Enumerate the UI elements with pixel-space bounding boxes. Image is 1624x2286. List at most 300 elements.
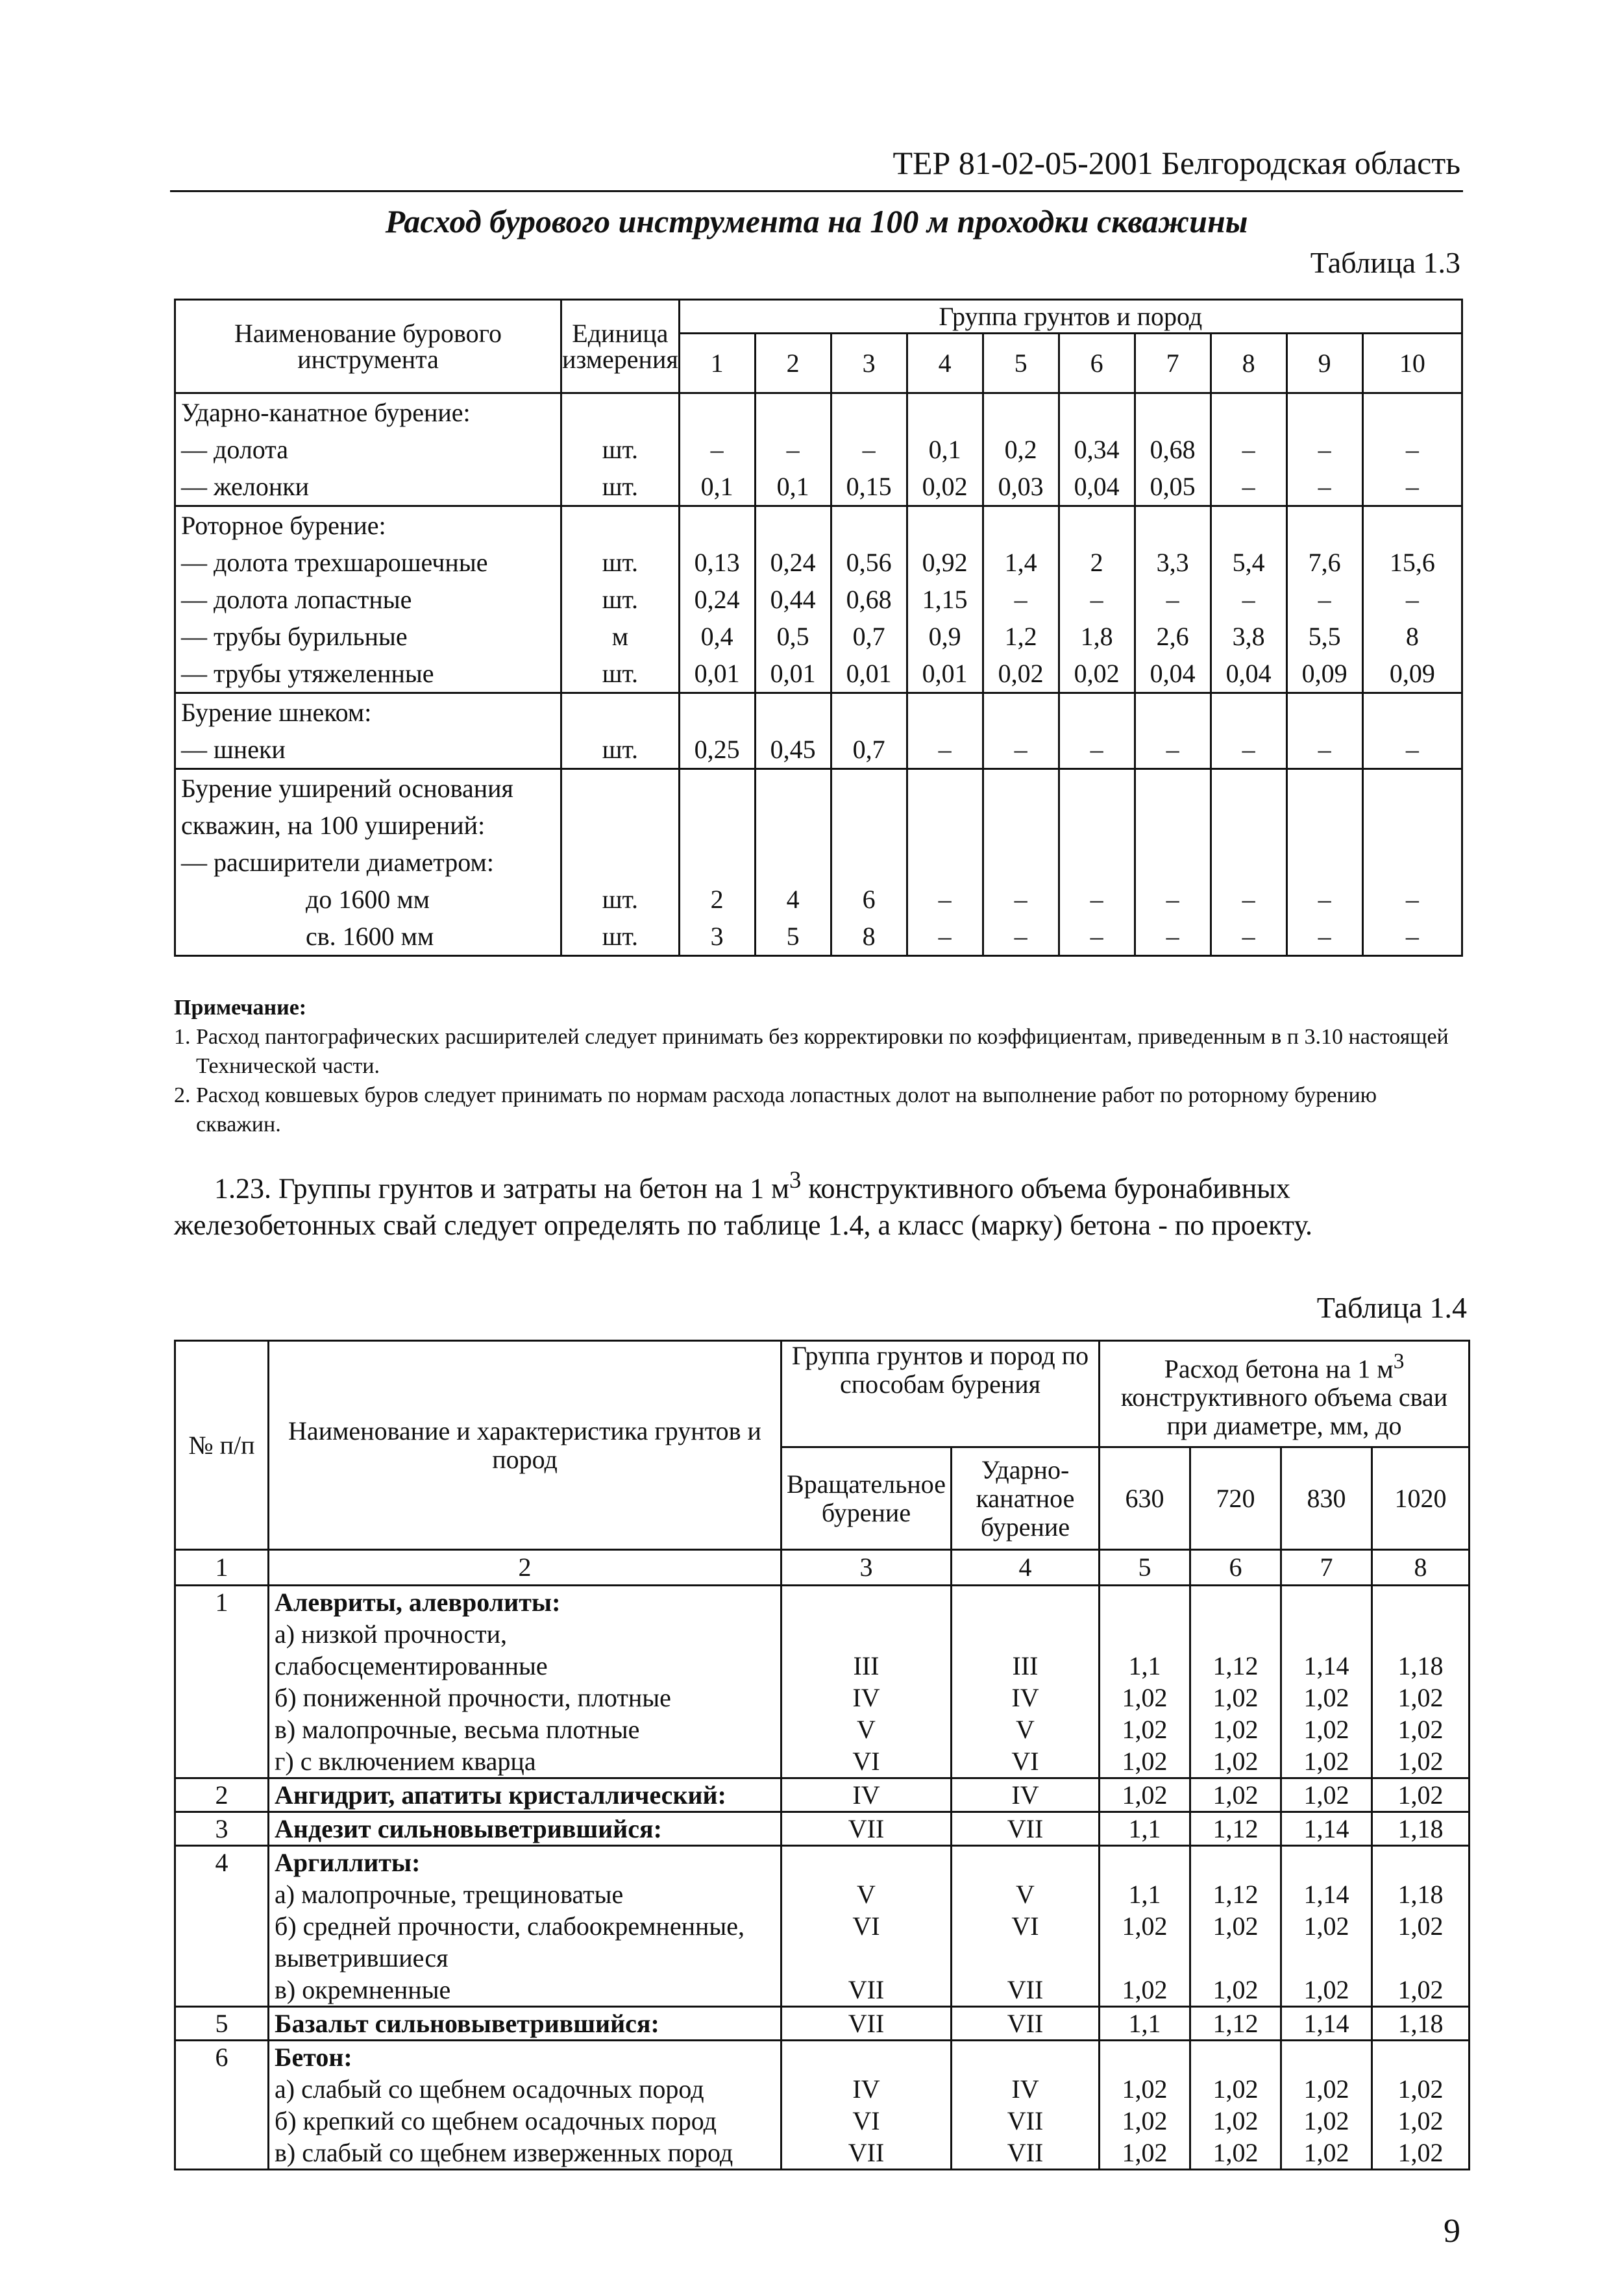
consumption-value (1100, 1618, 1190, 1650)
percussion-group (952, 1618, 1100, 1650)
soil-name: в) слабый со щебнем изверженных пород (269, 2137, 781, 2170)
table-row (175, 506, 1462, 545)
cubic-superscript: 3 (789, 1166, 802, 1193)
value-cell (755, 769, 831, 807)
value-cell: 2 (679, 881, 755, 918)
consumption-value: 1,02 (1100, 2073, 1190, 2105)
value-cell (679, 506, 755, 545)
value-cell (831, 769, 907, 807)
header-group-number: 8 (1211, 334, 1286, 393)
value-cell (831, 393, 907, 432)
rotary-group (781, 1618, 952, 1650)
value-cell (679, 393, 755, 432)
percussion-group: VII (952, 1974, 1100, 2007)
value-cell: 0,04 (1211, 655, 1286, 693)
value-cell: 0,04 (1135, 655, 1211, 693)
notes-block (174, 993, 1466, 1139)
value-cell (983, 506, 1059, 545)
table-row (175, 2007, 1470, 2041)
value-cell: 0,01 (679, 655, 755, 693)
header-group-by-method: Группа грунтов и пород по способам бурения (781, 1341, 1100, 1447)
unit-cell (561, 393, 680, 432)
notes-title: Примечание: (174, 996, 307, 1020)
unit-cell (561, 769, 680, 807)
value-cell (1362, 393, 1462, 432)
value-cell (1135, 844, 1211, 881)
value-cell: – (907, 918, 983, 956)
rotary-group: V (781, 1878, 952, 1910)
consumption-value: 1,02 (1281, 1682, 1372, 1714)
value-cell (907, 693, 983, 731)
value-cell (755, 844, 831, 881)
value-cell: 0,44 (755, 581, 831, 618)
value-cell: 8 (831, 918, 907, 956)
percussion-group: V (952, 1714, 1100, 1745)
row-number (175, 2073, 269, 2105)
consumption-value: 1,02 (1190, 2073, 1281, 2105)
value-cell: – (1059, 731, 1135, 769)
tool-name: — долота лопастные (175, 581, 561, 618)
consumption-value: 1,1 (1100, 1812, 1190, 1846)
value-cell (1059, 693, 1135, 731)
percussion-group: VII (952, 2137, 1100, 2170)
value-cell (1059, 393, 1135, 432)
value-cell (1286, 393, 1362, 432)
consumption-value: 1,02 (1372, 2073, 1470, 2105)
value-cell: – (983, 918, 1059, 956)
header-diameter: 830 (1281, 1447, 1372, 1550)
tool-name: — расширители диаметром: (175, 844, 561, 881)
value-cell (1059, 807, 1135, 844)
rotary-group: VI (781, 1745, 952, 1778)
table-row (175, 544, 1462, 581)
table-row (175, 468, 1462, 506)
consumption-value: 1,02 (1281, 1910, 1372, 1942)
consumption-value: 1,12 (1190, 1812, 1281, 1846)
header-group-number: 10 (1362, 334, 1462, 393)
value-cell: 0,1 (907, 431, 983, 468)
header-diameter: 630 (1100, 1447, 1190, 1550)
header-text: Расход бетона на 1 м (1164, 1354, 1394, 1384)
table-row (175, 393, 1462, 432)
value-cell: – (1211, 581, 1286, 618)
soil-name: Ангидрит, апатиты кристаллический: (269, 1778, 781, 1812)
consumption-value: 1,1 (1100, 1878, 1190, 1910)
value-cell (679, 693, 755, 731)
value-cell: – (1135, 918, 1211, 956)
value-cell: – (831, 431, 907, 468)
soil-name: слабосцементированные (269, 1650, 781, 1682)
value-cell: – (1059, 918, 1135, 956)
value-cell: – (1286, 431, 1362, 468)
consumption-value (1281, 2041, 1372, 2074)
table-row (175, 918, 1462, 956)
value-cell: – (1286, 918, 1362, 956)
value-cell: 7,6 (1286, 544, 1362, 581)
row-number (175, 2137, 269, 2170)
value-cell: 5,4 (1211, 544, 1286, 581)
unit-cell: шт. (561, 431, 680, 468)
paragraph-text: конструктивного объема буронабивных (801, 1172, 1290, 1205)
consumption-value (1190, 1618, 1281, 1650)
table-row (175, 844, 1462, 881)
percussion-group: VII (952, 2105, 1100, 2137)
consumption-value (1190, 1846, 1281, 1879)
row-number (175, 1682, 269, 1714)
header-group-number: 5 (983, 334, 1059, 393)
value-cell (1286, 844, 1362, 881)
value-cell (831, 807, 907, 844)
soil-name: б) пониженной прочности, плотные (269, 1682, 781, 1714)
soil-name: в) окремненные (269, 1974, 781, 2007)
value-cell: – (1059, 581, 1135, 618)
value-cell: – (755, 431, 831, 468)
consumption-value: 1,02 (1190, 1974, 1281, 2007)
value-cell: – (1286, 581, 1362, 618)
value-cell (983, 807, 1059, 844)
concrete-consumption-table (174, 1340, 1470, 2170)
consumption-value: 1,14 (1281, 1812, 1372, 1846)
value-cell: 0,2 (983, 431, 1059, 468)
header-group-number: 2 (755, 334, 831, 393)
value-cell (831, 506, 907, 545)
consumption-value: 1,02 (1190, 1745, 1281, 1778)
header-tool-name: Наименование бурового инструмента (175, 300, 561, 393)
value-cell: 0,7 (831, 731, 907, 769)
rotary-group: VII (781, 2007, 952, 2041)
value-cell: 0,13 (679, 544, 755, 581)
row-number (175, 1878, 269, 1910)
percussion-group: VII (952, 2007, 1100, 2041)
rotary-group: VII (781, 1812, 952, 1846)
consumption-value: 1,1 (1100, 1650, 1190, 1682)
value-cell: 0,68 (831, 581, 907, 618)
value-cell: – (679, 431, 755, 468)
tool-name: до 1600 мм (175, 881, 561, 918)
row-number (175, 2105, 269, 2137)
table-row (175, 1745, 1470, 1778)
value-cell: 0,09 (1286, 655, 1362, 693)
consumption-value (1281, 1846, 1372, 1879)
tool-name: — долота трехшарошечные (175, 544, 561, 581)
document-header: ТЕР 81-02-05-2001 Белгородская область (892, 145, 1460, 181)
header-group-number: 7 (1135, 334, 1211, 393)
value-cell (1211, 769, 1286, 807)
consumption-value: 1,02 (1281, 2105, 1372, 2137)
value-cell (1135, 693, 1211, 731)
unit-cell: шт. (561, 581, 680, 618)
consumption-value: 1,02 (1100, 1910, 1190, 1942)
value-cell (1286, 807, 1362, 844)
column-number: 5 (1100, 1550, 1190, 1586)
percussion-group: IV (952, 1682, 1100, 1714)
paragraph-text: железобетонных свай следует определять по таблице 1.4, а класс (марку) бетона - по проекту. (174, 1209, 1313, 1241)
value-cell: – (983, 731, 1059, 769)
tool-name: скважин, на 100 уширений: (175, 807, 561, 844)
value-cell: 0,01 (907, 655, 983, 693)
table-row (175, 1878, 1470, 1910)
consumption-value (1372, 1942, 1470, 1974)
value-cell: – (983, 581, 1059, 618)
unit-cell: шт. (561, 655, 680, 693)
row-number: 5 (175, 2007, 269, 2041)
tool-name: Роторное бурение: (175, 506, 561, 545)
value-cell: 5 (755, 918, 831, 956)
table-14-label: Таблица 1.4 (1316, 1291, 1467, 1324)
tool-name: — трубы утяжеленные (175, 655, 561, 693)
rotary-group (781, 1942, 952, 1974)
table-row (175, 1618, 1470, 1650)
soil-name: Бетон: (269, 2041, 781, 2074)
cubic-superscript: 3 (1393, 1349, 1405, 1373)
value-cell: 0,45 (755, 731, 831, 769)
row-number (175, 1650, 269, 1682)
column-number: 3 (781, 1550, 952, 1586)
value-cell: 0,02 (907, 468, 983, 506)
consumption-value (1372, 1586, 1470, 1619)
rotary-group: III (781, 1650, 952, 1682)
consumption-value: 1,02 (1100, 2137, 1190, 2170)
consumption-value (1372, 2041, 1470, 2074)
value-cell: 2 (1059, 544, 1135, 581)
rotary-group: VII (781, 2137, 952, 2170)
percussion-group (952, 1942, 1100, 1974)
consumption-value: 1,02 (1100, 1714, 1190, 1745)
consumption-value: 1,18 (1372, 1812, 1470, 1846)
unit-cell (561, 506, 680, 545)
table-row (175, 2137, 1470, 2170)
header-group-number: 3 (831, 334, 907, 393)
header-concrete-consumption (1100, 1341, 1470, 1447)
value-cell (907, 393, 983, 432)
rotary-group (781, 1846, 952, 1879)
rotary-group (781, 2041, 952, 2074)
value-cell (1135, 807, 1211, 844)
unit-cell: шт. (561, 468, 680, 506)
soil-name: б) средней прочности, слабоокремненные, (269, 1910, 781, 1942)
value-cell: – (1135, 731, 1211, 769)
table-row (175, 2041, 1470, 2074)
row-number: 6 (175, 2041, 269, 2074)
consumption-value: 1,02 (1372, 1745, 1470, 1778)
value-cell (1362, 844, 1462, 881)
consumption-value: 1,02 (1372, 2105, 1470, 2137)
consumption-value: 1,02 (1281, 1778, 1372, 1812)
header-group-number: 9 (1286, 334, 1362, 393)
consumption-value: 1,02 (1100, 1974, 1190, 2007)
consumption-value: 1,02 (1190, 1682, 1281, 1714)
consumption-value (1190, 2041, 1281, 2074)
value-cell (1059, 844, 1135, 881)
value-cell: 5,5 (1286, 618, 1362, 655)
table-row (175, 2073, 1470, 2105)
table-row (175, 1714, 1470, 1745)
value-cell (1059, 769, 1135, 807)
consumption-value: 1,14 (1281, 1878, 1372, 1910)
table-row (175, 618, 1462, 655)
header-soil-group: Группа грунтов и пород (679, 300, 1462, 334)
value-cell: 0,5 (755, 618, 831, 655)
value-cell: 3,3 (1135, 544, 1211, 581)
value-cell: – (1135, 581, 1211, 618)
value-cell: – (1211, 431, 1286, 468)
value-cell: 0,9 (907, 618, 983, 655)
value-cell: 1,2 (983, 618, 1059, 655)
soil-name: выветрившиеся (269, 1942, 781, 1974)
percussion-group: III (952, 1650, 1100, 1682)
row-number (175, 1974, 269, 2007)
rotary-group: IV (781, 1778, 952, 1812)
soil-name: г) с включением кварца (269, 1745, 781, 1778)
consumption-value: 1,14 (1281, 1650, 1372, 1682)
table-row (175, 1650, 1470, 1682)
consumption-value (1100, 2041, 1190, 2074)
consumption-value (1372, 1846, 1470, 1879)
consumption-value: 1,12 (1190, 2007, 1281, 2041)
value-cell: – (1211, 468, 1286, 506)
table-row (175, 731, 1462, 769)
header-text: конструктивного объема сваи при диаметре, мм, до (1120, 1383, 1448, 1441)
consumption-value (1281, 1618, 1372, 1650)
consumption-value: 1,18 (1372, 1878, 1470, 1910)
consumption-value: 1,02 (1372, 1714, 1470, 1745)
header-percussion-drilling: Ударно-канатное бурение (952, 1447, 1100, 1550)
rotary-group: IV (781, 2073, 952, 2105)
value-cell (1211, 807, 1286, 844)
value-cell: 1,15 (907, 581, 983, 618)
value-cell (1211, 844, 1286, 881)
value-cell (831, 693, 907, 731)
consumption-value (1281, 1586, 1372, 1619)
table-row (175, 693, 1462, 731)
row-number: 4 (175, 1846, 269, 1879)
table-13-label: Таблица 1.3 (1310, 246, 1460, 279)
value-cell (755, 393, 831, 432)
value-cell (679, 844, 755, 881)
column-number: 6 (1190, 1550, 1281, 1586)
unit-cell: м (561, 618, 680, 655)
value-cell: – (1286, 468, 1362, 506)
header-row-number: № п/п (175, 1341, 269, 1550)
table-row (175, 2105, 1470, 2137)
consumption-value: 1,18 (1372, 1650, 1470, 1682)
value-cell: 0,4 (679, 618, 755, 655)
value-cell: 0,04 (1059, 468, 1135, 506)
value-cell (679, 769, 755, 807)
value-cell: 6 (831, 881, 907, 918)
consumption-value: 1,02 (1190, 2137, 1281, 2170)
header-diameter: 720 (1190, 1447, 1281, 1550)
value-cell: 3 (679, 918, 755, 956)
consumption-value: 1,02 (1372, 1682, 1470, 1714)
drilling-tool-table (174, 299, 1463, 957)
value-cell: 0,15 (831, 468, 907, 506)
page-number: 9 (1444, 2213, 1460, 2250)
column-number: 1 (175, 1550, 269, 1586)
consumption-value: 1,02 (1100, 1778, 1190, 1812)
unit-cell: шт. (561, 918, 680, 956)
rotary-group: VI (781, 2105, 952, 2137)
value-cell: 0,68 (1135, 431, 1211, 468)
value-cell (1211, 506, 1286, 545)
consumption-value: 1,02 (1372, 2137, 1470, 2170)
table-row (175, 881, 1462, 918)
value-cell: – (1211, 918, 1286, 956)
value-cell: 15,6 (1362, 544, 1462, 581)
consumption-value: 1,02 (1281, 1745, 1372, 1778)
value-cell: 0,92 (907, 544, 983, 581)
header-diameter: 1020 (1372, 1447, 1470, 1550)
unit-cell: шт. (561, 731, 680, 769)
value-cell: 0,1 (755, 468, 831, 506)
header-divider (170, 190, 1463, 192)
tool-name: — желонки (175, 468, 561, 506)
rotary-group: VI (781, 1910, 952, 1942)
value-cell (1211, 393, 1286, 432)
value-cell: 2,6 (1135, 618, 1211, 655)
value-cell: 1,4 (983, 544, 1059, 581)
row-number: 1 (175, 1586, 269, 1619)
rotary-group (781, 1586, 952, 1619)
consumption-value: 1,1 (1100, 2007, 1190, 2041)
soil-name: Андезит сильновыветрившийся: (269, 1812, 781, 1846)
value-cell (1286, 769, 1362, 807)
consumption-value (1190, 1942, 1281, 1974)
value-cell: – (1362, 881, 1462, 918)
row-number (175, 1942, 269, 1974)
value-cell: 0,7 (831, 618, 907, 655)
header-group-number: 1 (679, 334, 755, 393)
value-cell: 0,34 (1059, 431, 1135, 468)
value-cell (907, 844, 983, 881)
value-cell: – (1211, 881, 1286, 918)
table-row (175, 581, 1462, 618)
table-row (175, 1942, 1470, 1974)
row-number (175, 1618, 269, 1650)
header-unit: Единица измерения (561, 300, 680, 393)
soil-name: Алевриты, алевролиты: (269, 1586, 781, 1619)
consumption-value (1281, 1942, 1372, 1974)
rotary-group: V (781, 1714, 952, 1745)
consumption-value: 1,12 (1190, 1878, 1281, 1910)
value-cell (907, 769, 983, 807)
column-number-row (175, 1550, 1470, 1586)
value-cell (755, 807, 831, 844)
tool-name: — шнеки (175, 731, 561, 769)
consumption-value: 1,12 (1190, 1650, 1281, 1682)
value-cell (983, 693, 1059, 731)
value-cell: 4 (755, 881, 831, 918)
consumption-value: 1,02 (1281, 1974, 1372, 2007)
row-number (175, 1910, 269, 1942)
rotary-group: IV (781, 1682, 952, 1714)
consumption-value: 1,02 (1190, 1778, 1281, 1812)
value-cell (755, 693, 831, 731)
percussion-group (952, 1586, 1100, 1619)
consumption-value: 1,02 (1190, 1910, 1281, 1942)
consumption-value: 1,02 (1281, 1714, 1372, 1745)
value-cell (1059, 506, 1135, 545)
consumption-value (1372, 1618, 1470, 1650)
value-cell (1135, 506, 1211, 545)
unit-cell (561, 807, 680, 844)
row-number (175, 1745, 269, 1778)
column-number: 2 (269, 1550, 781, 1586)
value-cell: 0,02 (1059, 655, 1135, 693)
value-cell (831, 844, 907, 881)
value-cell: 0,09 (1362, 655, 1462, 693)
row-number: 3 (175, 1812, 269, 1846)
